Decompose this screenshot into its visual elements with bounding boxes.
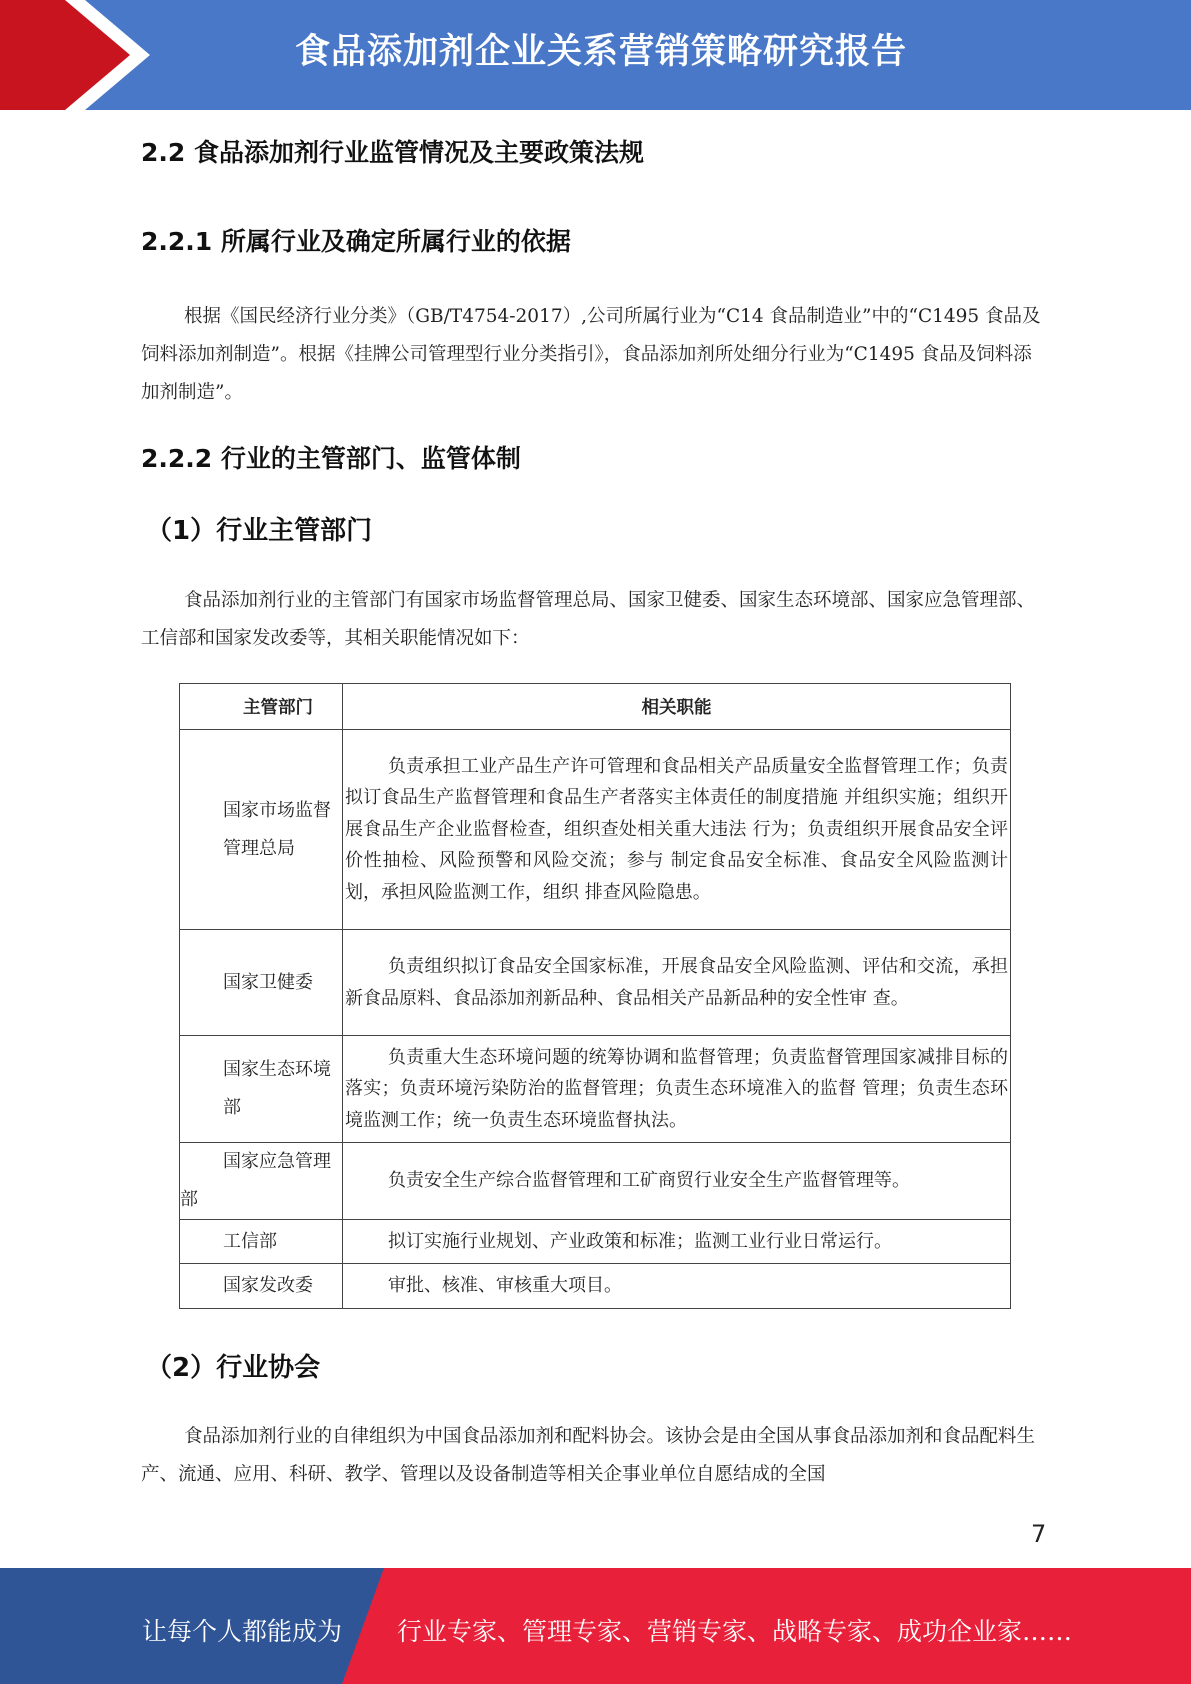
page-number: 7 (1031, 1520, 1047, 1548)
heading-2-2-2: 2.2.2 行业的主管部门、监管体制 (141, 444, 521, 473)
table-header-dept: 主管部门 (180, 684, 343, 730)
table-row (180, 1220, 1011, 1264)
authorities-table (179, 683, 1011, 1309)
table-row (180, 930, 1011, 1036)
dept-cell: 工信部 (180, 1220, 343, 1264)
dept-cell: 国家应急管理部 (180, 1143, 343, 1220)
duty-cell: 负责承担工业产品生产许可管理和食品相关产品质量安全监督管理工作；负责拟订食品生产监督管理和食品生产者落实主体责任的制度措施 并组织实施；组织开展食品生产企业监督检查，组织查处相关重大违法 行为；负责组织开展食品安全评价性抽检、风险预警和风险交流；参与 制定食品安全标准、食品安全风险监测计划，承担风险监测工作，组织 排查风险隐患。 (343, 730, 1011, 930)
duty-cell: 负责组织拟订食品安全国家标准，开展食品安全风险监测、评估和交流，承担新食品原料、食品添加剂新品种、食品相关产品新品种的安全性审 查。 (343, 930, 1011, 1036)
heading-2-2: 2.2 食品添加剂行业监管情况及主要政策法规 (141, 138, 644, 167)
dept-cell: 国家发改委 (180, 1264, 343, 1309)
dept-cell: 国家市场监督管理总局 (180, 730, 343, 930)
table-row (180, 1264, 1011, 1309)
header-banner (0, 0, 1191, 110)
duty-cell: 拟订实施行业规划、产业政策和标准；监测工业行业日常运行。 (343, 1220, 1011, 1264)
dept-cell: 国家生态环境部 (180, 1036, 343, 1143)
paragraph-association: 食品添加剂行业的自律组织为中国食品添加剂和配料协会。该协会是由全国从事食品添加剂和食品配料生产、流通、应用、科研、教学、管理以及设备制造等相关企事业单位自愿结成的全国 (141, 1426, 1036, 1485)
footer-banner (0, 1568, 1191, 1684)
heading-2-2-1: 2.2.1 所属行业及确定所属行业的依据 (141, 227, 571, 256)
dept-cell: 国家卫健委 (180, 930, 343, 1036)
report-title: 食品添加剂企业关系营销策略研究报告 (295, 32, 908, 72)
paragraph-industry-basis: 根据《国民经济行业分类》（GB/T4754-2017）,公司所属行业为“C14 食品制造业”中的“C1495 食品及饲料添加剂制造”。根据《挂牌公司管理型行业分类指引》，食品添加剂所处细分行业为“C1495 食品及饲料添加剂制造”。 (141, 306, 1041, 403)
paragraph-authorities: 食品添加剂行业的主管部门有国家市场监督管理总局、国家卫健委、国家生态环境部、国家应急管理部、工信部和国家发改委等，其相关职能情况如下： (141, 590, 1036, 649)
table-row (180, 1143, 1011, 1220)
table-header-row (180, 684, 1011, 730)
duty-cell: 负责重大生态环境问题的统筹协调和监督管理；负责监督管理国家减排目标的落实；负责环境污染防治的监督管理；负责生态环境准入的监督 管理；负责生态环境监测工作；统一负责生态环境监督执法。 (343, 1036, 1011, 1143)
duty-cell: 审批、核准、审核重大项目。 (343, 1264, 1011, 1309)
subheading-authorities: （1）行业主管部门 (146, 516, 373, 546)
footer-slogan-right: 行业专家、管理专家、营销专家、战略专家、成功企业家…… (397, 1617, 1073, 1646)
footer-slogan-left: 让每个人都能成为 (142, 1617, 343, 1646)
subheading-association: （2）行业协会 (146, 1353, 321, 1383)
table-header-duty: 相关职能 (343, 684, 1011, 730)
table-row (180, 730, 1011, 930)
duty-cell: 负责安全生产综合监督管理和工矿商贸行业安全生产监督管理等。 (343, 1143, 1011, 1220)
table-row (180, 1036, 1011, 1143)
